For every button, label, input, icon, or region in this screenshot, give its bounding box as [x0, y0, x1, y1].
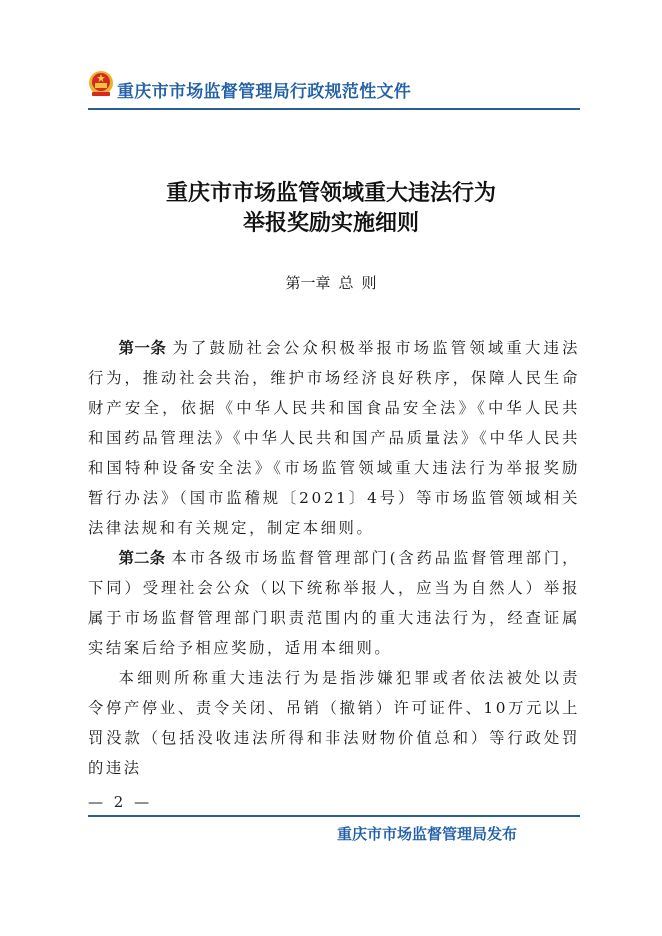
document-body: [88, 333, 580, 783]
header-title: 重庆市市场监督管理局行政规范性文件: [117, 82, 412, 102]
article-text: 本市各级市场监督管理部门(含药品监督管理部门，下同）受理社会公众（以下统称举报人，应当为自然人）举报属于市场监督管理部门职责范围内的重大违法行为，经查证属实结案后给予相应奖励，适用本细则。: [88, 549, 580, 657]
article-paragraph: [88, 333, 580, 543]
document-header: [88, 68, 580, 112]
chapter-word-2: 则: [361, 274, 377, 292]
national-emblem-icon: [88, 70, 114, 98]
article-text: 本细则所称重大违法行为是指涉嫌犯罪或者依法被处以责令停产停业、责令关闭、吊销（撤销）许可证件、10万元以上罚没款（包括没收违法所得和非法财物价值总和）等行政处罚的违法: [88, 669, 580, 777]
chapter-number: 第一章: [285, 274, 331, 292]
chapter-word-1: 总: [338, 274, 354, 292]
article-paragraph: [88, 663, 580, 783]
article-label: 第二条: [118, 549, 166, 567]
header-divider: [88, 108, 580, 110]
article-text: 为了鼓励社会公众积极举报市场监管领域重大违法行为，推动社会共治，维护市场经济良好秩序，保障人民生命财产安全，依据《中华人民共和国食品安全法》《中华人民共和国药品管理法》《中华人民共和国产品质量法》《中华人民共和国特种设备安全法》《市场监管领域重大违法行为举报奖励暂行办法》（国市监稽规〔2021〕4号）等市场监管领域相关法律法规和有关规定，制定本细则。: [88, 339, 580, 537]
chapter-heading: [0, 272, 662, 293]
title-line-2: 举报奖励实施细则: [242, 210, 419, 236]
page-number: — 2 —: [88, 793, 153, 811]
document-title: [0, 178, 662, 238]
article-paragraph: [88, 543, 580, 663]
article-label: 第一条: [118, 339, 167, 357]
title-line-1: 重庆市市场监管领域重大违法行为: [165, 180, 496, 206]
footer-divider: [88, 815, 580, 817]
footer-publisher: 重庆市市场监督管理局发布: [337, 825, 518, 843]
